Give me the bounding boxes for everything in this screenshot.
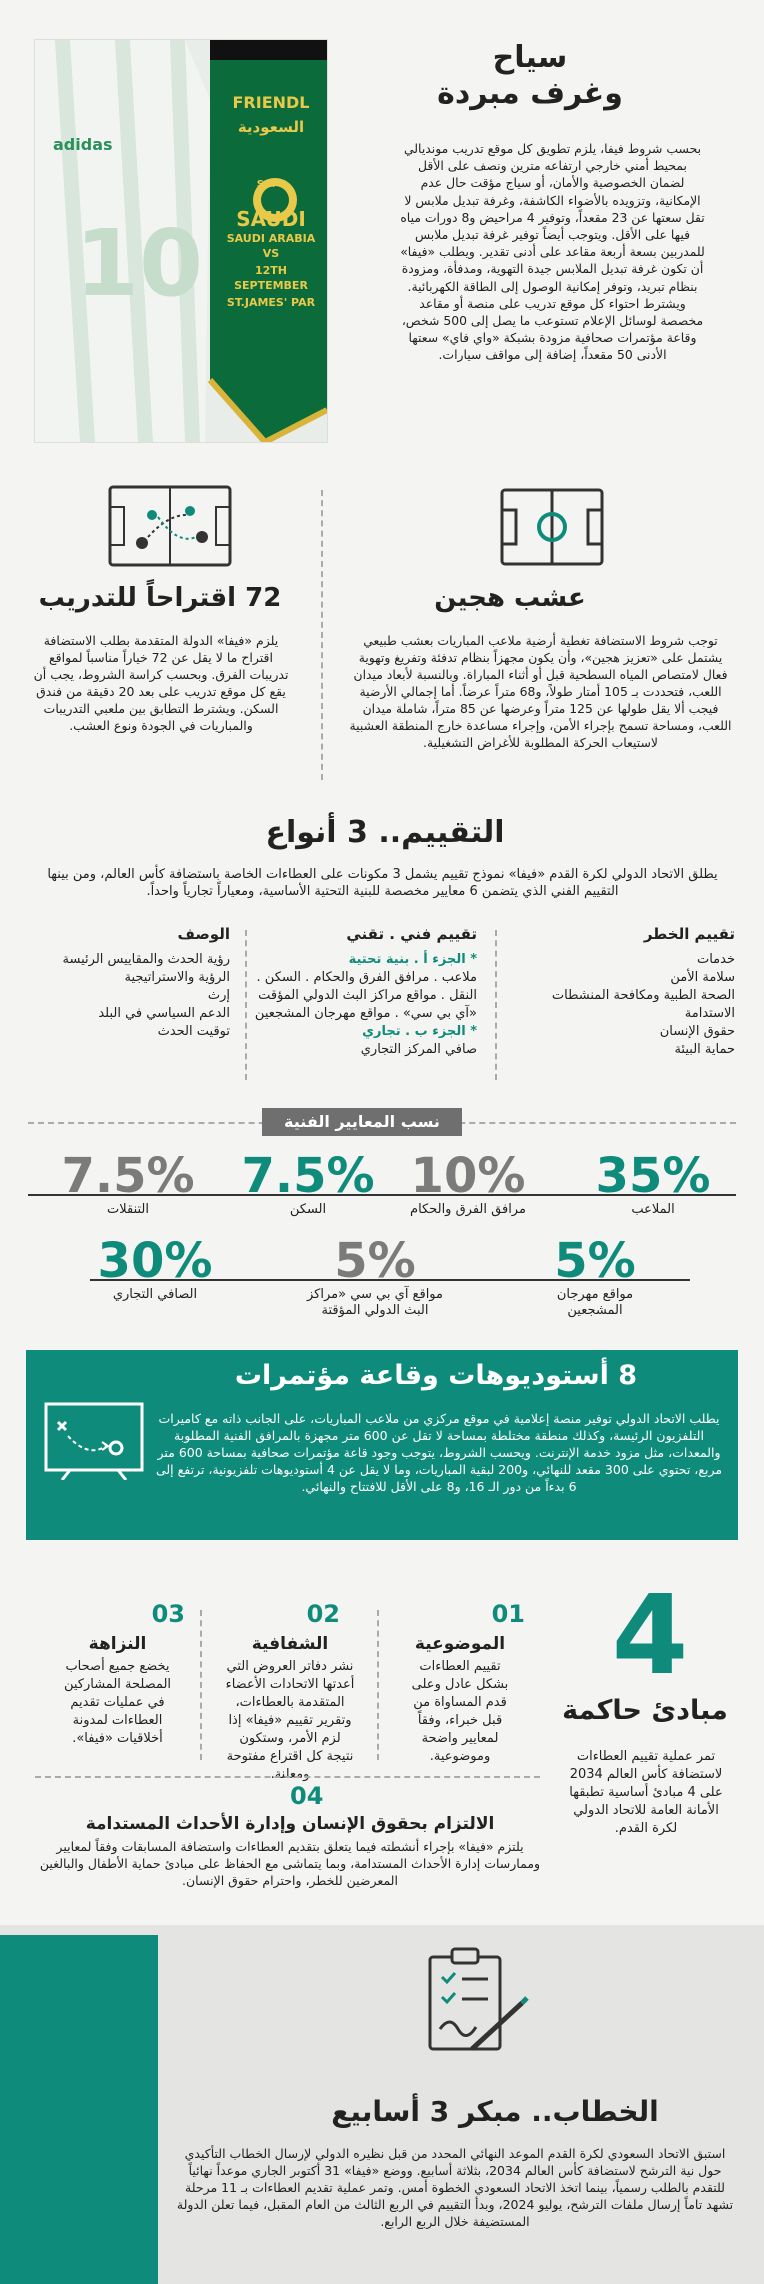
principle-number: 01 bbox=[491, 1600, 525, 1628]
list-item: رؤية الحدث والمقاييس الرئيسة bbox=[62, 952, 230, 967]
strategy-board-icon bbox=[44, 1402, 144, 1484]
principle-text: نشر دفاتر العروض التي أعدتها الاتحادات الأعضاء المتقدمة بالعطاءات، وتقرير تقييم «فيفا» إذا لزم الأمر، وستكون نتيجة كل اقتراع مفتوحة ومعلنة. bbox=[225, 1659, 355, 1782]
list-item: خدمات bbox=[696, 952, 735, 967]
teal-side-block bbox=[0, 1935, 158, 2284]
eval-column-title: تقييم الخطر bbox=[643, 925, 735, 943]
principle-item bbox=[210, 1600, 370, 1784]
eval-column-list bbox=[515, 951, 735, 1059]
list-item: «آي بي سي» . مواقع مهرجان المشجعين bbox=[254, 1006, 477, 1021]
letter-title: الخطاب.. مبكر 3 أسابيع bbox=[331, 2095, 659, 2128]
letter-body: استبق الاتحاد السعودي لكرة القدم الموعد النهائي المحدد من قبل نظيره الدولي لإرسال الخطاب التأكيدي حول نية الترشح لاستضافة كأس العالم 2034، بثلاثة أسابيع. ووضع «فيفا» 31 أكتوبر الجاري موعداً نهائياً للتقدم بالطلب رسمياً، بينما اتخذ الاتحاد السعودي الخطوة أمس. وتمر عملية تقديم العطاءات بـ 11 مرحلة تشهد تاماً إرسال ملفات الترشح، يوليو 2024، وبدأ التقييم في الربع الثالث من العام المقبل، فيما تعلن الدولة المستضيفة خلال الربع الرابع. bbox=[176, 2146, 734, 2229]
list-item: الاستدامة bbox=[684, 1006, 735, 1021]
pennant-line: SAUDI bbox=[236, 207, 306, 231]
principle-item bbox=[30, 1782, 550, 1889]
list-item: الصحة الطبية ومكافحة المنشطات bbox=[551, 988, 735, 1003]
principle-number: 04 bbox=[290, 1782, 324, 1810]
ratio-value: 10% bbox=[410, 1148, 526, 1204]
ratio-value: 5% bbox=[334, 1233, 416, 1289]
pennant-line: FRIENDL bbox=[232, 93, 310, 112]
principle-divider bbox=[377, 1610, 379, 1760]
kit-photo bbox=[35, 40, 327, 442]
list-item: إرث bbox=[207, 988, 230, 1003]
principle-title: الموضوعية bbox=[414, 1634, 506, 1654]
studios-title: 8 أستوديوهات وقاعة مؤتمرات bbox=[234, 1360, 638, 1391]
eval-column-risk bbox=[515, 925, 735, 1059]
principle-divider bbox=[200, 1610, 202, 1760]
ratio-label: مواقع آي بي سي «مراكز البث الدولي المؤقتة bbox=[307, 1287, 443, 1318]
principle-divider bbox=[35, 1776, 540, 1778]
ratio-item bbox=[90, 1235, 220, 1303]
kit-title-line: سياح bbox=[492, 40, 568, 75]
principle-item bbox=[385, 1600, 535, 1766]
eval-column-list bbox=[20, 951, 230, 1041]
kit-title bbox=[350, 40, 710, 112]
pennant-line: SAUDI ARABIA VS bbox=[226, 232, 316, 260]
training-title: 72 اقتراحاً للتدريب bbox=[38, 583, 282, 613]
ratio-label: الملاعب bbox=[631, 1202, 675, 1217]
list-item: * الجزء أ . بنية تحتية bbox=[348, 952, 477, 967]
ratio-label: الصافي التجاري bbox=[112, 1287, 198, 1302]
pennant-line: السعودية bbox=[237, 118, 305, 136]
principles-body: تمر عملية تقييم العطاءات لاستضافة كأس العالم 2034 على 4 مبادئ أساسية تطبقها الأمانة العامة للاتحاد الدولي لكرة القدم. bbox=[569, 1749, 723, 1836]
evaluation-intro: يطلق الاتحاد الدولي لكرة القدم «فيفا» نموذج تقييم يشمل 3 مكونات على العطاءات الخاصة باستضافة كأس العالم، ومن بينها التقييم الفني الذي يتضمن 6 معايير مخصصة للبنية التحتية الأساسية، ومعياراً تجارياً واحداً. bbox=[47, 867, 718, 899]
ratio-label: التنقلات bbox=[107, 1202, 149, 1217]
ratio-item bbox=[510, 1235, 680, 1319]
ratio-row-2 bbox=[90, 1235, 690, 1325]
ratio-value: 30% bbox=[97, 1233, 213, 1289]
signed-document-icon bbox=[410, 1945, 530, 2079]
pennant-text bbox=[217, 95, 325, 310]
principle-text: يلتزم «فيفا» بإجراء أنشطته فيما يتعلق بتقديم العطاءات واستضافة المسابقات وفقاً لمعايير وممارسات إدارة الأحداث المستدامة، وبما يتماشى مع الحفاظ على مبادئ حماية الأطفال والبالغين المعرضين للخطر، واحترام حقوق الإنسان. bbox=[39, 1839, 541, 1888]
studios-panel bbox=[26, 1350, 738, 1540]
column-divider bbox=[495, 930, 497, 1080]
ratio-label: مواقع مهرجان المشجعين bbox=[556, 1287, 634, 1318]
kit-body: بحسب شروط فيفا، يلزم تطويق كل موقع تدريب مونديالي بمحيط أمني خارجي ارتفاعه مترين ونصف على الأقل لضمان الخصوصية والأمان، أو سياج مؤقت حال عدم الإمكانية، وتزويده بالأضواء الكاشفة، وغرفة تبديل ملابس لا تقل سعتها عن 23 مقعداً، وتوفير 4 مراحيض و8 دورات مياه فيها على الأقل. ويتوجب أيضاً توفير غرفة تبديل ملابس للمدربين بسعة أربعة مقاعد على أدنى تقدير. ويطلب «فيفا» أن تكون غرفة تبديل الملابس جيدة التهوية، ومدفأة، ومزودة بنظام تبريد، وتوفر إمكانية الوصول إلى الطاقة الكهربائية. ويشترط احتواء كل موقع تدريب على منصة أو مقاعد مخصصة لوسائل الإعلام تستوعب ما يصل إلى 500 شخص، وقاعة مؤتمرات صحافية مزودة بشبكة «واي فاي» سعتها الأدنى 50 مقعداً، إضافة إلى مواقف سيارات. bbox=[400, 141, 705, 363]
training-body: يلزم «فيفا» الدولة المتقدمة بطلب الاستضافة اقتراح ما لا يقل عن 72 خياراً مناسباً لمواقع تدريبات الفرق. وبحسب كراسة الشروط، يجب أن يقع كل موقع تدريب على بعد 20 دقيقة من فندق السكن. ويشترط التطابق بين ملعبي التدريبات والمباريات في الجودة ونوع العشب. bbox=[33, 633, 289, 733]
tactics-board-icon bbox=[108, 485, 232, 571]
ratio-value: 7.5% bbox=[61, 1148, 195, 1204]
ratio-item bbox=[285, 1235, 465, 1319]
principle-text: تقييم العطاءات بشكل عادل وعلى قدم المساواة من قبل خبراء، وفقاً لمعايير واضحة وموضوعية. bbox=[411, 1659, 509, 1764]
principles-bracket bbox=[25, 1600, 545, 1782]
ratio-value: 7.5% bbox=[241, 1148, 375, 1204]
list-item: الدعم السياسي في البلد bbox=[98, 1006, 230, 1021]
list-item: حماية البيئة bbox=[674, 1042, 735, 1057]
studios-body: يطلب الاتحاد الدولي توفير منصة إعلامية في موقع مركزي من ملاعب المباريات، على الجانب ذاته مع كاميرات التلفزيون الرئيسة، وكذلك منطقة مختلطة بمساحة لا تقل عن 600 متر مجهزة بالمرافق الفنية المطلوبة والمعدات، مثل مزود خدمة الإنترنت. ويحسب الشروط، يتوجب وجود قاعة مؤتمرات صحافية بمساحة 600 متر مربع، تحتوي على 300 مقعد للنهائي، و200 لبقية المباريات، وما لا يقل عن 4 أستوديوهات تلفزيونية، ترتفع إلى 6 بدءاً من دور الـ 16، و8 على الأقل للافتتاح والنهائي. bbox=[155, 1411, 723, 1494]
ratio-item bbox=[223, 1150, 393, 1218]
kit-title-line: وغرف مبردة bbox=[437, 76, 623, 111]
evaluation-title: التقييم.. 3 أنواع bbox=[265, 815, 505, 850]
list-item: الرؤية والاستراتيجية bbox=[124, 970, 230, 985]
eval-column-list bbox=[215, 951, 477, 1059]
ratio-item bbox=[43, 1150, 213, 1218]
list-item: توقيت الحدث bbox=[157, 1024, 230, 1039]
ratio-row-1 bbox=[28, 1150, 736, 1230]
principles-title: مبادئ حاكمة bbox=[562, 1695, 728, 1726]
list-item: حقوق الإنسان bbox=[659, 1024, 735, 1039]
grass-body: توجب شروط الاستضافة تغطية أرضية ملاعب المباريات بعشب طبيعي يشتمل على «تعزيز هجين»، وأن يكون مجهزاً بنظام تدفئة وتفريغ وتهوية فعال لامتصاص المياه السطحية قبل أو أثناء المباراة. وبالنسبة لأبعاد ميدان اللعب، فتحددت بـ 105 أمتار طولاً، و68 متراً عرضاً. أما إجمالي الأرضية فيجب ألا يقل طولها عن 125 متراً وعرضها عن 85 متراً، شاملة ميدان اللعب، ومساحة تسمح بإجراء الأمن، وإجراء مساعدة خارج المنطقة العشبية لاستيعاب الحركة المطلوبة للأغراض التشغيلية. bbox=[349, 633, 732, 750]
principles-number: 4 bbox=[611, 1571, 689, 1699]
principle-number: 03 bbox=[151, 1600, 185, 1628]
ratio-value: 35% bbox=[595, 1148, 711, 1204]
principle-title: النزاهة bbox=[88, 1634, 147, 1654]
pennant-line: SAFF bbox=[256, 179, 286, 190]
football-pitch-icon bbox=[500, 488, 604, 570]
eval-column-title: تقييم فني . تقني bbox=[346, 925, 477, 943]
pennant-line: 12TH SEPTEMBER bbox=[234, 264, 308, 292]
section-divider bbox=[321, 490, 323, 780]
ratio-item bbox=[568, 1150, 738, 1218]
brand-logo: adidas bbox=[53, 135, 113, 154]
ratio-value: 5% bbox=[554, 1233, 636, 1289]
list-item: * الجزء ب . تجاري bbox=[362, 1024, 477, 1039]
ratio-label: مرافق الفرق والحكام bbox=[410, 1202, 526, 1217]
ratio-label: السكن bbox=[289, 1202, 327, 1217]
eval-column-technical bbox=[215, 925, 477, 1059]
list-item: النقل . مواقع مراكز البث الدولي المؤقت bbox=[258, 988, 477, 1003]
list-item: صافي المركز التجاري bbox=[360, 1042, 477, 1057]
list-item: ملاعب . مرافق الفرق والحكام . السكن . bbox=[256, 970, 477, 985]
principle-title: الالتزام بحقوق الإنسان وإدارة الأحداث المستدامة bbox=[85, 1814, 495, 1834]
principle-text: يخضع جميع أصحاب المصلحة المشاركين في عمليات تقديم العطاءات لمدونة أخلاقيات «فيفا». bbox=[63, 1659, 172, 1746]
principle-item bbox=[40, 1600, 195, 1748]
ratios-title: نسب المعايير الفنية bbox=[262, 1108, 462, 1136]
list-item: سلامة الأمن bbox=[670, 970, 735, 985]
principle-title: الشفافية bbox=[251, 1634, 329, 1654]
eval-column-description bbox=[20, 925, 230, 1041]
jersey-number: 10 bbox=[75, 210, 204, 317]
ratio-item bbox=[383, 1150, 553, 1218]
grass-title: عشب هجين bbox=[434, 583, 586, 613]
eval-column-title: الوصف bbox=[177, 925, 230, 943]
principle-number: 02 bbox=[306, 1600, 340, 1628]
pennant-line: ST.JAMES' PAR bbox=[226, 296, 316, 309]
